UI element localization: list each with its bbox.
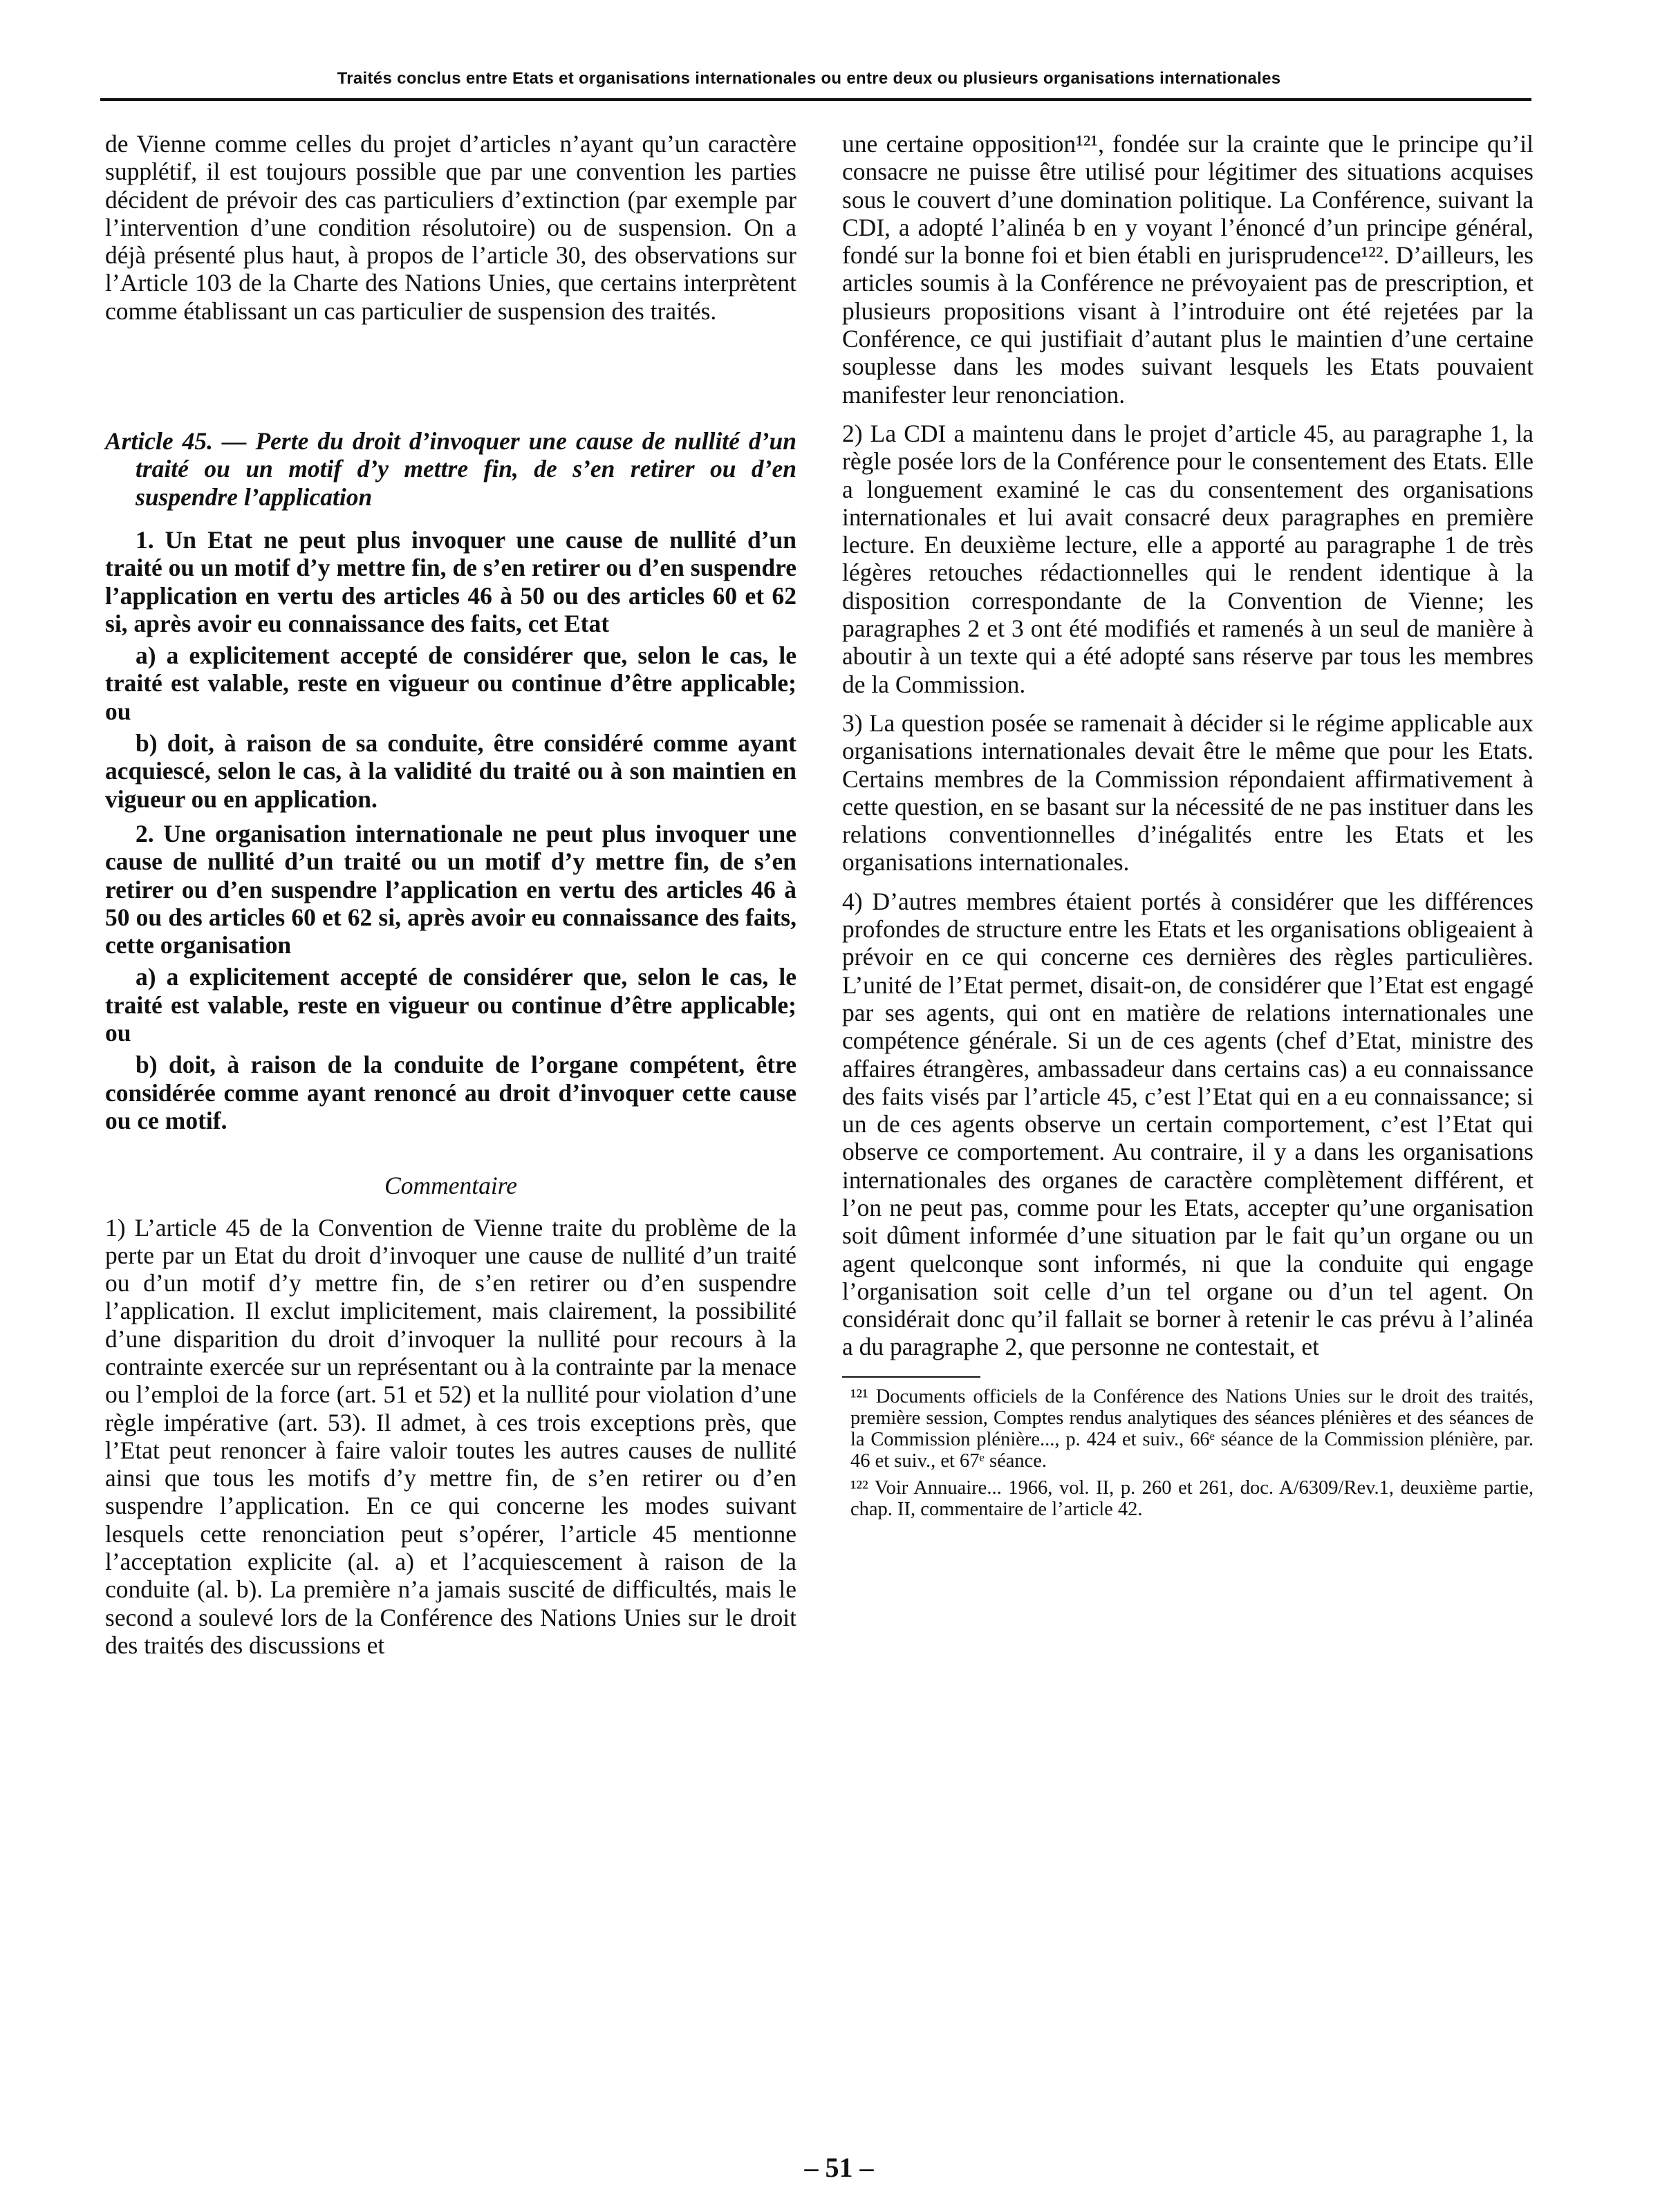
article-paragraph-2-a: a) a explicitement accepté de considérer que, selon le cas, le traité est valable, reste en vigueur ou continue d’être applicable; ou: [105, 963, 796, 1047]
left-column: [105, 130, 796, 1659]
footnote-122: ¹²² Voir Annuaire... 1966, vol. II, p. 260 et 261, doc. A/6309/Rev.1, deuxième partie, chap. II, commentaire de l’article 42.: [850, 1477, 1533, 1520]
intro-paragraph: de Vienne comme celles du projet d’articles n’ayant qu’un caractère supplétif, il est toujours possible que par une convention les parties décident de prévoir des cas particuliers d’extinction (par exemple par l’intervention d’une condition résolutoire) ou de suspension. On a déjà présenté plus haut, à propos de l’article 30, des observations sur l’Article 103 de la Charte des Nations Unies, que certains interprètent comme établissant un cas particulier de suspension des traités.: [105, 130, 796, 325]
header-rule: [100, 98, 1531, 101]
commentary-paragraph-3: 3) La question posée se ramenait à décider si le régime applicable aux organisations internationales devait être le même que pour les Etats. Certains membres de la Commission répondaient affirmativement à cette question, en se basant sur la nécessité de ne pas instituer dans les relations conventionnelles d’inégalités entre les Etats et les organisations internationales.: [842, 709, 1533, 877]
article-paragraph-1-a: a) a explicitement accepté de considérer que, selon le cas, le traité est valable, reste en vigueur ou continue d’être applicable; ou: [105, 641, 796, 725]
commentary-paragraph-4: 4) D’autres membres étaient portés à considérer que les différences profondes de structure entre les Etats et les organisations obligeaient à prévoir en ce qui concerne ces dernières des règles particulières. L’unité de l’Etat permet, disait-on, de considérer que l’Etat est engagé par ses agents, qui ont en matière de relations internationales une compétence générale. Si un de ces agents (chef d’Etat, ministre des affaires étrangères, ambassadeur dans certains cas) a eu connaissance des faits visés par l’article 45, c’est l’Etat qui en a eu connaissance; si un de ces agents observe un certain comportement, c’est l’Etat qui observe ce comportement. Au contraire, il y a dans les organisations internationales des organes de caractère complètement différent, et l’on ne peut pas, comme pour les Etats, accepter qu’une organisation soit dûment informée d’une situation par le fait qu’un organe ou un agent quelconque sont informés, ni que la conduite qui engage l’organisation soit celle d’un tel organe ou d’un tel agent. On considérait donc qu’il fallait se borner à retenir le cas prévu à l’alinéa a du paragraphe 2, que personne ne contestait, et: [842, 887, 1533, 1361]
page-number: – 51 –: [804, 2152, 874, 2183]
footnote-121: ¹²¹ Documents officiels de la Conférence des Nations Unies sur le droit des traités, première session, Comptes rendus analytiques des séances plénières et des séances de la Commission plénière..., p. 424 et suiv., 66ᵉ séance de la Commission plénière, par. 46 et suiv., et 67ᵉ séance.: [850, 1385, 1533, 1472]
commentary-paragraph-2: 2) La CDI a maintenu dans le projet d’article 45, au paragraphe 1, la règle posée lors de la Conférence pour le consentement des Etats. Elle a longuement examiné le cas du consentement des organisations internationales et lui avait consacré deux paragraphes en première lecture. En deuxième lecture, elle a apporté au paragraphe 1 de très légères retouches rédactionnelles qui le rendent identique à la disposition correspondante de la Convention de Vienne; les paragraphes 2 et 3 ont été modifiés et ramenés à un seul de manière à aboutir à un texte qui a été adopté sans réserve par tous les membres de la Commission.: [842, 419, 1533, 698]
article-paragraph-1-b: b) doit, à raison de sa conduite, être considéré comme ayant acquiescé, selon le cas, à la validité du traité ou à son maintien en vigueur ou en application.: [105, 729, 796, 813]
article-paragraph-2-b: b) doit, à raison de la conduite de l’organe compétent, être considérée comme ayant renoncé au droit d’invoquer cette cause ou ce motif.: [105, 1051, 796, 1134]
footnote-rule: [842, 1376, 980, 1378]
running-header: Traités conclus entre Etats et organisations internationales ou entre deux ou plusieurs organisations internationales: [337, 69, 1281, 88]
article-45-title: Article 45. — Perte du droit d’invoquer une cause de nullité d’un traité ou un motif d’y mettre fin, de s’en retirer ou d’en suspendre l’application: [105, 427, 796, 511]
commentary-continuation: une certaine opposition¹²¹, fondée sur la crainte que le principe qu’il consacre ne puisse être utilisé pour légitimer des situations acquises sous le couvert d’une domination politique. La Conférence, suivant la CDI, a adopté l’alinéa b en y voyant l’énoncé d’un principe général, fondé sur la bonne foi et bien établi en jurisprudence¹²². D’ailleurs, les articles soumis à la Conférence ne prévoyaient pas de prescription, et plusieurs propositions visant à l’introduire ont été rejetées par la Conférence, ce qui justifiait d’autant plus le maintien d’une certaine souplesse dans les modes suivant lesquels les Etats pouvaient manifester leur renonciation.: [842, 130, 1533, 409]
article-paragraph-2: 2. Une organisation internationale ne peut plus invoquer une cause de nullité d’un traité ou un motif d’y mettre fin, de s’en retirer ou d’en suspendre l’application en vertu des articles 46 à 50 ou des articles 60 et 62 si, après avoir eu connaissance des faits, cette organisation: [105, 819, 796, 959]
commentary-paragraph-1: 1) L’article 45 de la Convention de Vienne traite du problème de la perte par un Etat du droit d’invoquer une cause de nullité d’un traité ou d’un motif d’y mettre fin, de s’en retirer ou d’en suspendre l’application. Il exclut implicitement, mais clairement, la possibilité d’une disparition du droit d’invoquer la nullité pour recours à la contrainte exercée sur un représentant ou à la contrainte par la menace ou l’emploi de la force (art. 51 et 52) et la nullité pour violation d’une règle impérative (art. 53). Il admet, à ces trois exceptions près, que l’Etat peut renoncer à faire valoir toutes les autres causes de nullité ainsi que tous les motifs d’y mettre fin, de s’en retirer ou d’en suspendre l’application. En ce qui concerne les modes suivant lesquels cette renonciation peut s’opérer, l’article 45 mentionne l’acceptation explicite (al. a) et l’acquiescement à raison de la conduite (al. b). La première n’a jamais suscité de difficultés, mais le second a soulevé lors de la Conférence des Nations Unies sur le droit des traités des discussions et: [105, 1213, 796, 1659]
right-column: [842, 130, 1533, 1520]
commentary-heading: Commentaire: [384, 1172, 517, 1200]
article-paragraph-1: 1. Un Etat ne peut plus invoquer une cause de nullité d’un traité ou un motif d’y mettre fin, de s’en retirer ou d’en suspendre l’application en vertu des articles 46 à 50 ou des articles 60 et 62 si, après avoir eu connaissance des faits, cet Etat: [105, 525, 796, 637]
